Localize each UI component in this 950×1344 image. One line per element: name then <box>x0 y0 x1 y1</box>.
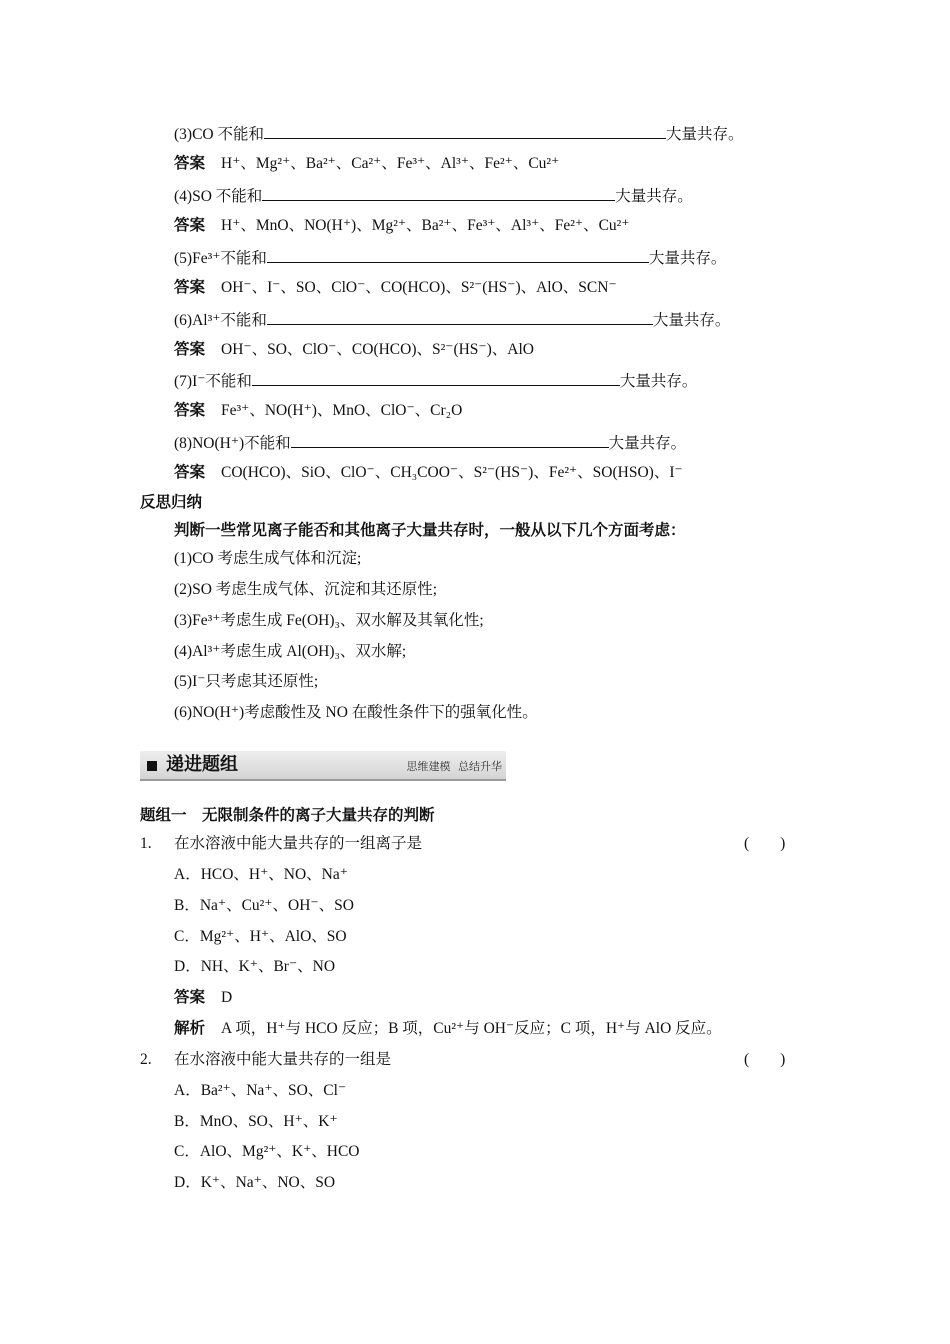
reflection-point: (5)I⁻只考虑其还原性; <box>174 673 319 690</box>
reflection-intro: 判断一些常见离子能否和其他离子大量共存时，一般从以下几个方面考虑： <box>174 522 686 539</box>
item-7-answer: 答案 Fe³⁺、NO(H⁺)、MnO、ClO⁻、Cr₂O <box>174 402 463 419</box>
reflection-point: (3)Fe³⁺考虑生成 Fe(OH)₃、双水解及其氧化性; <box>174 612 484 629</box>
item-7-prompt: (7)I⁻不能和 大量共存。 <box>174 370 697 392</box>
item-6-prompt: (6)Al³⁺不能和 大量共存。 <box>174 309 730 331</box>
answer-blank <box>252 370 620 386</box>
item-4-prompt: (4)SO 不能和 大量共存。 <box>174 185 693 207</box>
group-title: 题组一 无限制条件的离子大量共存的判断 <box>140 807 435 824</box>
banner-title: 递进题组 <box>166 754 238 775</box>
answer-blank <box>267 309 653 325</box>
reflection-point: (2)SO 考虑生成气体、沉淀和其还原性; <box>174 581 438 598</box>
option-a: A．HCO、H⁺、NO、Na⁺ <box>174 866 348 883</box>
answer-blank <box>262 185 615 201</box>
banner-subtitle: 思维建模 总结升华 <box>406 760 502 773</box>
option-a: A．Ba²⁺、Na⁺、SO、Cl⁻ <box>174 1082 347 1099</box>
section-banner <box>140 751 506 781</box>
question-answer: 答案 D <box>174 989 233 1006</box>
option-c: C．Mg²⁺、H⁺、AlO、SO <box>174 928 347 945</box>
answer-blank <box>267 247 649 263</box>
answer-blank <box>291 432 609 448</box>
reflection-point: (1)CO 考虑生成气体和沉淀; <box>174 550 362 567</box>
option-b: B．Na⁺、Cu²⁺、OH⁻、SO <box>174 897 354 914</box>
answer-blank <box>264 123 666 139</box>
item-8-prompt: (8)NO(H⁺)不能和 大量共存。 <box>174 432 686 454</box>
item-4-answer: 答案 H⁺、MnO、NO(H⁺)、Mg²⁺、Ba²⁺、Fe³⁺、Al³⁺、Fe²⁺、Cu²⁺ <box>174 217 630 234</box>
answer-bracket: ( ) <box>744 835 786 852</box>
question-stem: 在水溶液中能大量共存的一组是 <box>174 1051 392 1068</box>
item-5-answer: 答案 OH⁻、I⁻、SO、ClO⁻、CO(HCO)、S²⁻(HS⁻)、AlO、SCN⁻ <box>174 279 617 296</box>
question-number: 1. <box>140 835 152 852</box>
question-analysis: 解析 A 项，H⁺与 HCO 反应；B 项，Cu²⁺与 OH⁻反应；C 项，H⁺与 AlO 反应。 <box>174 1020 722 1037</box>
option-c: C．AlO、Mg²⁺、K⁺、HCO <box>174 1143 360 1160</box>
item-5-prompt: (5)Fe³⁺不能和 大量共存。 <box>174 247 726 269</box>
answer-bracket: ( ) <box>744 1051 786 1068</box>
reflection-point: (6)NO(H⁺)考虑酸性及 NO 在酸性条件下的强氧化性。 <box>174 704 538 721</box>
reflection-heading: 反思归纳 <box>140 494 203 511</box>
square-bullet-icon <box>147 761 157 771</box>
question-number: 2. <box>140 1051 152 1068</box>
item-8-answer: 答案 CO(HCO)、SiO、ClO⁻、CH₃COO⁻、S²⁻(HS⁻)、Fe²⁺、SO(HSO)、I⁻ <box>174 464 683 481</box>
option-d: D．NH、K⁺、Br⁻、NO <box>174 958 336 975</box>
item-3-answer: 答案 H⁺、Mg²⁺、Ba²⁺、Ca²⁺、Fe³⁺、Al³⁺、Fe²⁺、Cu²⁺ <box>174 155 560 172</box>
option-b: B．MnO、SO、H⁺、K⁺ <box>174 1113 338 1130</box>
option-d: D．K⁺、Na⁺、NO、SO <box>174 1174 336 1191</box>
item-6-answer: 答案 OH⁻、SO、ClO⁻、CO(HCO)、S²⁻(HS⁻)、AlO <box>174 341 534 358</box>
reflection-point: (4)Al³⁺考虑生成 Al(OH)₃、双水解; <box>174 643 407 660</box>
question-stem: 在水溶液中能大量共存的一组离子是 <box>174 835 423 852</box>
item-3-prompt: (3)CO 不能和 大量共存。 <box>174 123 744 145</box>
